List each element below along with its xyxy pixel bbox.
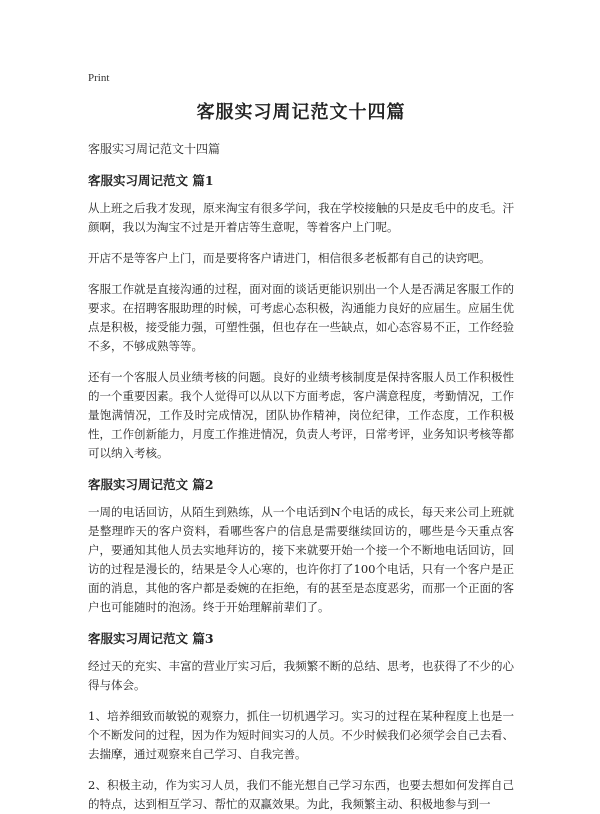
paragraph: 1、培养细致而敏锐的观察力，抓住一切机遇学习。实习的过程在某种程度上也是一个不断发问的过程，因为作为短时间实习的人员。不少时候我们必须学会自己去看、去揣摩，通过观察来自己学习、自我完善。 (88, 709, 514, 761)
paragraph: 2、积极主动，作为实习人员，我们不能光想自己学习东西，也要去想如何发挥自己的特点，达到相互学习、帮忙的双赢效果。为此，我频繁主动、积极地参与到一 (88, 778, 514, 811)
paragraph: 客服工作就是直接沟通的过程，面对面的谈话更能识别出一个人是否满足客服工作的要求。在招聘客服助理的时候，可考虑心态积极，沟通能力良好的应届生。应届生优点是积极，接受能力强，可塑性强，但也存在一些缺点，如心态容易不正，工作经验不多，不够成熟等等。 (88, 282, 514, 353)
print-label: Print (88, 72, 110, 84)
section-heading: 客服实习周记范文 篇2 (88, 477, 214, 492)
paragraph: 还有一个客服人员业绩考核的问题。良好的业绩考核制度是保持客服人员工作积极性的一个重要因素。我个人觉得可以从以下方面考虑，客户满意程度，考勤情况，工作量饱满情况，工作及时完成情况，团队协作精神，岗位纪律，工作态度，工作积极性，工作创新能力，月度工作推进情况，负责人考评，日常考评，业务知识考核等都可以纳入考核。 (88, 370, 514, 460)
paragraph: 一周的电话回访，从陌生到熟练，从一个电话到N个电话的成长，每天来公司上班就是整理昨天的客户资料，看哪些客户的信息是需要继续回访的，哪些是今天重点客户，要通知其他人员去实地拜访的，接下来就要开始一个接一个不断地电话回访，回访的过程是漫长的，结果是令人心寒的，也许你打了100个电话，只有一个客户是正面的消息，其他的客户都是委婉的在拒绝，有的甚至是态度恶劣，而那一个正面的客户也可能随时的泡汤。终于开始理解前辈们了。 (88, 505, 514, 614)
section-heading: 客服实习周记范文 篇1 (88, 173, 214, 188)
paragraph: 开店不是等客户上门，而是要将客户请进门，相信很多老板都有自己的诀窍吧。 (88, 251, 491, 265)
paragraph: 从上班之后我才发现，原来淘宝有很多学问，我在学校接触的只是皮毛中的皮毛。汗颜啊，我以为淘宝不过是开着店等生意呢，等着客户上门呢。 (88, 201, 514, 234)
section-2 (88, 475, 514, 617)
document-title: 客服实习周记范文十四篇 (196, 102, 406, 123)
section-1 (88, 171, 514, 463)
section-heading: 客服实习周记范文 篇3 (88, 631, 214, 646)
document-subtitle: 客服实习周记范文十四篇 (88, 142, 221, 156)
paragraph: 经过天的充实、丰富的营业厅实习后，我频繁不断的总结、思考，也获得了不少的心得与体会。 (88, 659, 514, 692)
section-3 (88, 629, 514, 814)
